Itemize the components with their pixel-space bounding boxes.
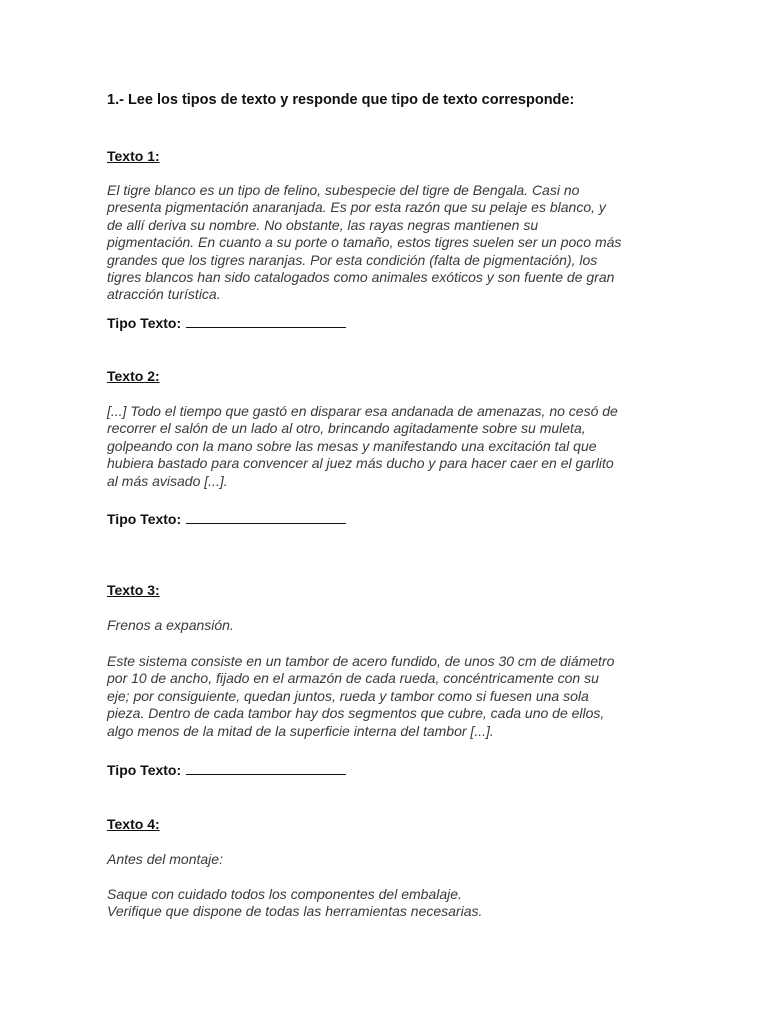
texto-3-answer <box>107 762 346 778</box>
texto-1-body <box>107 182 667 304</box>
texto-3-subtitle: Frenos a expansión. <box>107 617 234 633</box>
answer-label: Tipo Texto: <box>107 511 182 527</box>
texto-4-label: Texto 4: <box>107 816 160 832</box>
texto-1-line: atracción turística. <box>107 286 221 303</box>
texto-2-body <box>107 403 667 490</box>
texto-4-line: Verifique que dispone de todas las herramientas necesarias. <box>107 903 483 920</box>
texto-4-subtitle: Antes del montaje: <box>107 851 223 867</box>
texto-1-line: grandes que los tigres naranjas. Por esta condición (falta de pigmentación), los <box>107 251 598 268</box>
texto-3-line: pieza. Dentro de cada tambor hay dos segmentos que cubre, cada uno de ellos, <box>107 705 605 722</box>
texto-2-line: recorrer el salón de un lado al otro, brincando agitadamente sobre su muleta, <box>107 420 586 437</box>
texto-1-label: Texto 1: <box>107 148 160 164</box>
answer-label: Tipo Texto: <box>107 315 182 331</box>
answer-blank-line[interactable] <box>186 762 346 775</box>
texto-4-line: Saque con cuidado todos los componentes del embalaje. <box>107 886 462 902</box>
texto-1-line: de allí deriva su nombre. No obstante, las rayas negras mantienen su <box>107 216 539 233</box>
texto-1-line: El tigre blanco es un tipo de felino, subespecie del tigre de Bengala. Casi no <box>107 182 580 198</box>
texto-2-line: hubiera bastado para convencer al juez más ducho y para hacer caer en el garlito <box>107 455 614 472</box>
texto-1-answer <box>107 315 346 331</box>
question-title: 1.- Lee los tipos de texto y responde que tipo de texto corresponde: <box>107 92 575 108</box>
texto-1-line: pigmentación. En cuanto a su porte o tamaño, estos tigres suelen ser un poco más <box>107 234 622 251</box>
answer-blank-line[interactable] <box>186 315 346 328</box>
texto-3-line: eje; por consiguiente, quedan juntos, rueda y tambor como si fuesen una sola <box>107 687 589 704</box>
texto-2-answer <box>107 511 346 527</box>
answer-blank-line[interactable] <box>186 511 346 524</box>
answer-label: Tipo Texto: <box>107 762 182 778</box>
texto-3-label: Texto 3: <box>107 582 160 598</box>
texto-3-body <box>107 653 667 740</box>
texto-3-line: por 10 de ancho, fijado en el armazón de cada rueda, concéntricamente con su <box>107 670 599 687</box>
texto-2-line: al más avisado [...]. <box>107 472 228 489</box>
texto-3-line: Este sistema consiste en un tambor de acero fundido, de unos 30 cm de diámetro <box>107 653 615 669</box>
texto-1-line: presenta pigmentación anaranjada. Es por esta razón que su pelaje es blanco, y <box>107 199 606 216</box>
texto-1-line: tigres blancos han sido catalogados como animales exóticos y son fuente de gran <box>107 269 615 286</box>
texto-2-line: golpeando con la mano sobre las mesas y manifestando una excitación tal que <box>107 437 597 454</box>
texto-3-line: algo menos de la mitad de la superficie interna del tambor [...]. <box>107 722 494 739</box>
texto-2-line: [...] Todo el tiempo que gastó en disparar esa andanada de amenazas, no cesó de <box>107 403 618 419</box>
texto-4-body <box>107 886 667 921</box>
texto-2-label: Texto 2: <box>107 368 160 384</box>
